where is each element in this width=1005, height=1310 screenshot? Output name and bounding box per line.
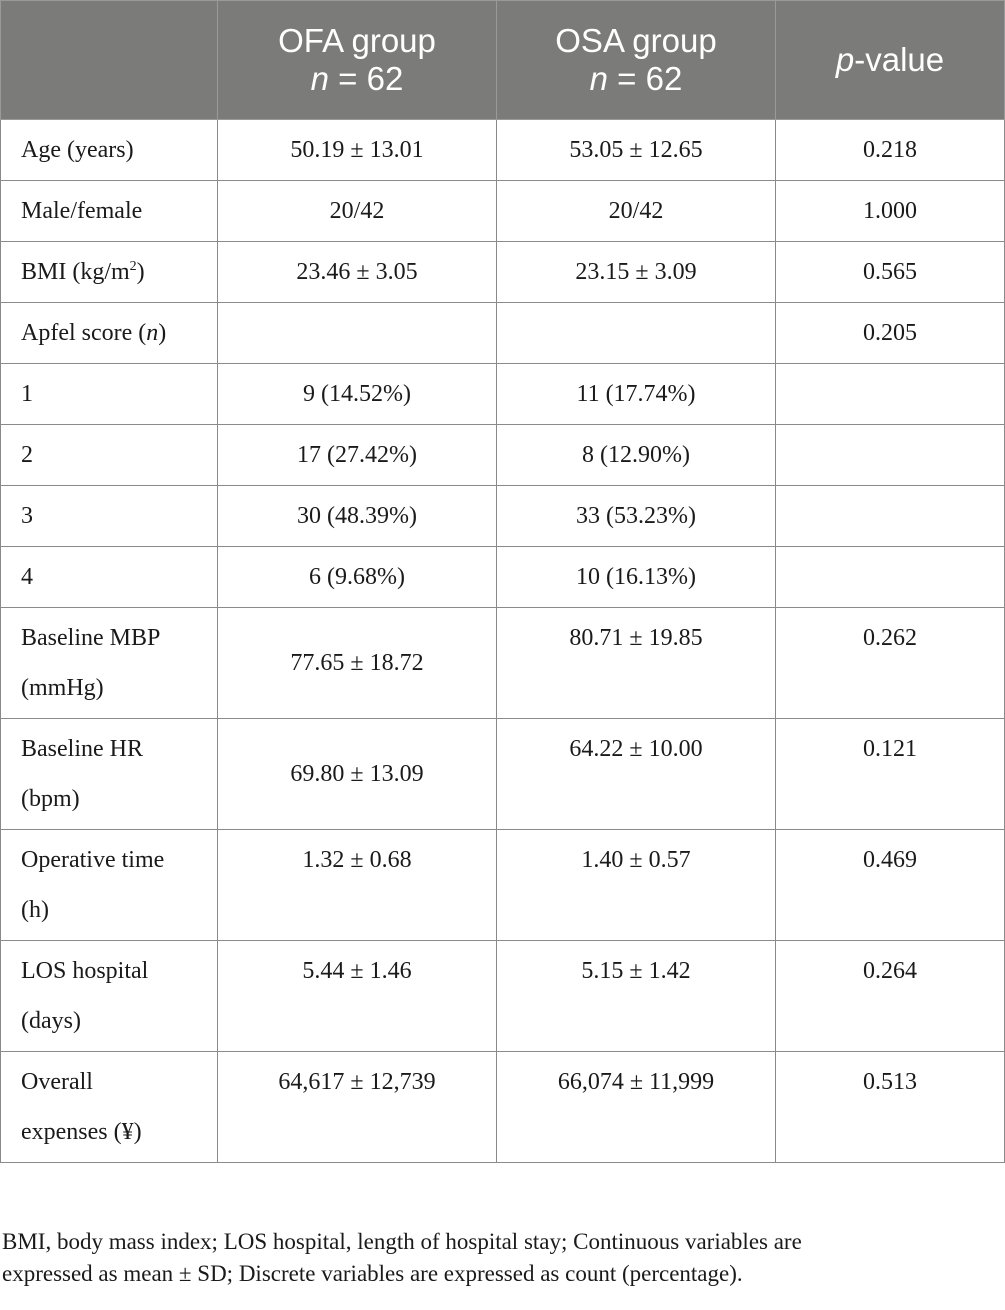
p-value: 0.513 (776, 1052, 1005, 1163)
ofa-value: 6 (9.68%) (218, 547, 497, 608)
row-label: 3 (1, 486, 218, 547)
table-row (1, 364, 1005, 425)
table-row (1, 719, 1005, 830)
row-label: 2 (1, 425, 218, 486)
header-ofa-title: OFA group (278, 22, 436, 59)
row-label-line1: Baseline MBP (21, 625, 161, 651)
ofa-value: 50.19 ± 13.01 (218, 120, 497, 181)
header-ofa-group (218, 1, 497, 120)
osa-value: 64.22 ± 10.00 (497, 719, 776, 830)
osa-value: 8 (12.90%) (497, 425, 776, 486)
header-ofa-n-symbol: n (310, 60, 330, 97)
row-label-line2: (days) (21, 1008, 81, 1034)
p-value: 0.262 (776, 608, 1005, 719)
row-label-line1: Overall (21, 1069, 93, 1095)
header-empty-cell (1, 1, 218, 120)
p-value (776, 547, 1005, 608)
row-label (1, 242, 218, 303)
p-value (776, 425, 1005, 486)
table-row (1, 425, 1005, 486)
row-label (1, 719, 218, 830)
row-label-pre: Apfel score ( (21, 320, 147, 346)
header-p-symbol: p (835, 41, 855, 78)
ofa-value: 30 (48.39%) (218, 486, 497, 547)
header-p-suffix: -value (854, 41, 945, 78)
row-label-line1: LOS hospital (21, 958, 149, 984)
p-value (776, 364, 1005, 425)
osa-value: 5.15 ± 1.42 (497, 941, 776, 1052)
header-osa-title: OSA group (555, 22, 717, 59)
ofa-value: 5.44 ± 1.46 (218, 941, 497, 1052)
osa-value: 11 (17.74%) (497, 364, 776, 425)
row-label: Age (years) (1, 120, 218, 181)
table-row (1, 941, 1005, 1052)
p-value: 0.565 (776, 242, 1005, 303)
row-label-line1: Baseline HR (21, 736, 143, 762)
p-value: 0.469 (776, 830, 1005, 941)
osa-value: 33 (53.23%) (497, 486, 776, 547)
row-label-post: ) (158, 320, 167, 346)
ofa-value: 17 (27.42%) (218, 425, 497, 486)
row-label-superscript: 2 (129, 259, 137, 274)
row-label (1, 830, 218, 941)
footnote-line2: expressed as mean ± SD; Discrete variables are expressed as count (percentage). (2, 1261, 743, 1286)
row-label (1, 1052, 218, 1163)
ofa-value (218, 303, 497, 364)
ofa-value: 1.32 ± 0.68 (218, 830, 497, 941)
p-value (776, 486, 1005, 547)
osa-value: 53.05 ± 12.65 (497, 120, 776, 181)
osa-value: 10 (16.13%) (497, 547, 776, 608)
row-label-italic: n (146, 320, 159, 346)
row-label (1, 941, 218, 1052)
ofa-value: 23.46 ± 3.05 (218, 242, 497, 303)
header-ofa-n-value: = 62 (329, 60, 404, 97)
header-row (1, 1, 1005, 120)
header-osa-n-symbol: n (589, 60, 609, 97)
table-row (1, 547, 1005, 608)
row-label (1, 608, 218, 719)
table-row (1, 242, 1005, 303)
row-label: 4 (1, 547, 218, 608)
osa-value: 66,074 ± 11,999 (497, 1052, 776, 1163)
p-value: 0.205 (776, 303, 1005, 364)
row-label: Male/female (1, 181, 218, 242)
header-osa-group (497, 1, 776, 120)
osa-value: 1.40 ± 0.57 (497, 830, 776, 941)
osa-value: 23.15 ± 3.09 (497, 242, 776, 303)
table-row (1, 1052, 1005, 1163)
header-ofa-n (224, 60, 490, 98)
header-osa-n (503, 60, 769, 98)
p-value: 0.218 (776, 120, 1005, 181)
table-body (1, 120, 1005, 1163)
table-row (1, 830, 1005, 941)
header-osa-n-value: = 62 (608, 60, 683, 97)
table-header (1, 1, 1005, 120)
osa-value (497, 303, 776, 364)
row-label-line2: (bpm) (21, 786, 80, 812)
table-row (1, 486, 1005, 547)
row-label-line2: expenses (¥) (21, 1119, 142, 1145)
row-label-line1: Operative time (21, 847, 165, 873)
row-label-post: ) (136, 259, 145, 285)
p-value: 0.121 (776, 719, 1005, 830)
ofa-value: 69.80 ± 13.09 (218, 719, 497, 830)
row-label-line2: (mmHg) (21, 675, 104, 701)
osa-value: 80.71 ± 19.85 (497, 608, 776, 719)
table-row (1, 608, 1005, 719)
ofa-value: 64,617 ± 12,739 (218, 1052, 497, 1163)
footnote-line1: BMI, body mass index; LOS hospital, length of hospital stay; Continuous variables are (2, 1229, 802, 1254)
row-label: 1 (1, 364, 218, 425)
table-row (1, 303, 1005, 364)
header-p-value (776, 1, 1005, 120)
ofa-value: 77.65 ± 18.72 (218, 608, 497, 719)
osa-value: 20/42 (497, 181, 776, 242)
table-footnote (2, 1226, 992, 1290)
p-value: 1.000 (776, 181, 1005, 242)
p-value: 0.264 (776, 941, 1005, 1052)
ofa-value: 9 (14.52%) (218, 364, 497, 425)
row-label-line2: (h) (21, 897, 49, 923)
ofa-value: 20/42 (218, 181, 497, 242)
row-label (1, 303, 218, 364)
table-row (1, 120, 1005, 181)
row-label-pre: BMI (kg/m (21, 259, 130, 285)
table-row (1, 181, 1005, 242)
